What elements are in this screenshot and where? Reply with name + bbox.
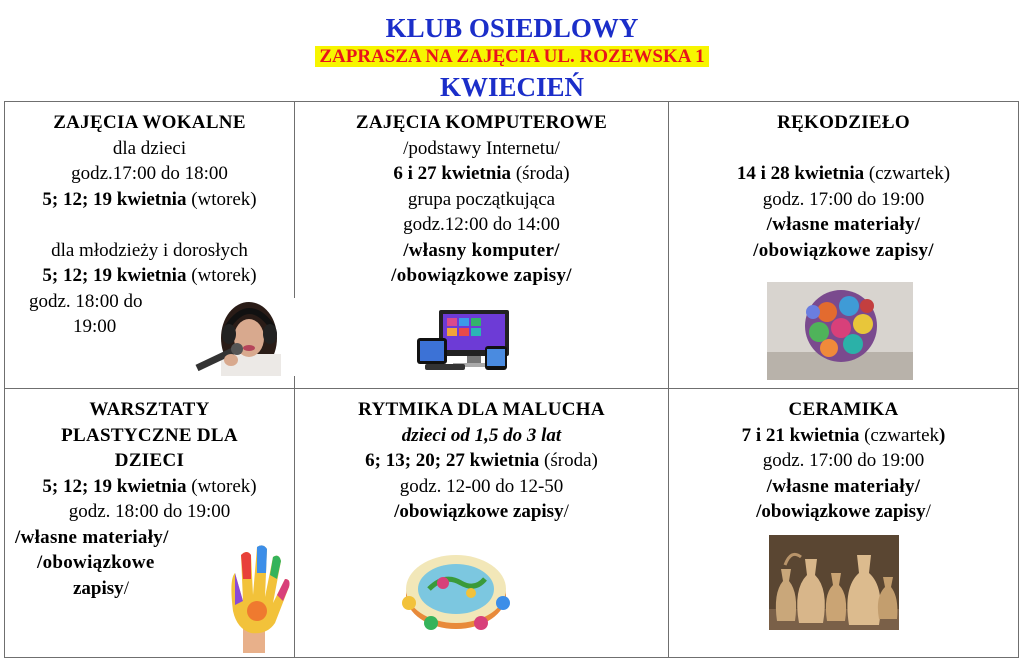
clay-vases-icon <box>769 535 899 630</box>
computer-time: godz.12:00 do 14:00 <box>403 214 560 235</box>
art-time: godz. 18:00 do 19:00 <box>68 501 231 522</box>
cell-ceramic <box>669 389 1019 658</box>
art-title-1: WARSZTATY <box>89 399 210 420</box>
art-note-registration-1: /obowiązkowe <box>37 552 155 573</box>
cell-craft <box>669 102 1019 389</box>
computer-note-registration: /obowiązkowe zapisy/ <box>391 265 572 286</box>
computer-schedule: 6 i 27 kwietnia (środa) <box>393 163 570 184</box>
paper-flower-ball-icon <box>767 282 913 380</box>
singer-with-microphone-icon <box>191 298 295 376</box>
art-title-2: PLASTYCZNE DLA <box>61 424 238 446</box>
craft-note-registration: /obowiązkowe zapisy/ <box>753 239 934 261</box>
schedule-grid <box>4 101 1019 658</box>
vocal-adults-time-1: godz. 18:00 do <box>29 290 143 312</box>
ceramic-note-materials: /własne materiały/ <box>766 475 921 497</box>
ceramic-schedule: 7 i 21 kwietnia (czwartek) <box>741 424 946 446</box>
computer-note-own-computer: /własny komputer/ <box>403 239 560 261</box>
computer-devices-icon <box>413 308 517 372</box>
vocal-kids-time: godz.17:00 do 18:00 <box>71 163 228 184</box>
month-title: KWIECIEŃ <box>439 72 585 102</box>
club-title: KLUB OSIEDLOWY <box>385 13 639 43</box>
rhythm-note-registration: /obowiązkowe zapisy/ <box>394 501 569 522</box>
craft-title: RĘKODZIEŁO <box>777 112 910 133</box>
ceramic-note-registration: /obowiązkowe zapisy/ <box>756 501 931 522</box>
tambourine-icon <box>401 543 511 633</box>
computer-group: grupa początkująca <box>407 188 556 210</box>
vocal-kids-schedule: 5; 12; 19 kwietnia (wtorek) <box>42 188 257 210</box>
rhythm-age: dzieci od 1,5 do 3 lat <box>401 424 562 446</box>
computer-subtitle: /podstawy Internetu/ <box>403 137 560 159</box>
vocal-kids-label: dla dzieci <box>112 137 187 159</box>
craft-schedule: 14 i 28 kwietnia (czwartek) <box>736 163 951 184</box>
vocal-title: ZAJĘCIA WOKALNE <box>53 112 246 133</box>
art-title-3: DZIECI <box>114 450 185 471</box>
rhythm-schedule: 6; 13; 20; 27 kwietnia (środa) <box>365 450 598 471</box>
vocal-adults-schedule: 5; 12; 19 kwietnia (wtorek) <box>42 265 257 286</box>
cell-art <box>5 389 295 658</box>
art-schedule: 5; 12; 19 kwietnia (wtorek) <box>42 475 257 497</box>
art-note-registration-2: zapisy/ <box>73 577 129 599</box>
ceramic-time: godz. 17:00 do 19:00 <box>762 450 925 471</box>
invitation-subtitle <box>0 45 1024 70</box>
ceramic-title: CERAMIKA <box>788 399 899 420</box>
craft-time: godz. 17:00 do 19:00 <box>762 188 925 210</box>
computer-title: ZAJĘCIA KOMPUTEROWE <box>355 112 608 133</box>
vocal-adults-label: dla młodzieży i dorosłych <box>51 239 248 261</box>
cell-rhythm <box>295 389 669 658</box>
cell-vocal <box>5 102 295 389</box>
cell-computer <box>295 102 669 389</box>
rhythm-title: RYTMIKA DLA MALUCHA <box>358 399 605 420</box>
vocal-adults-time-2: 19:00 <box>73 316 117 337</box>
art-note-materials: /własne materiały/ <box>15 526 169 548</box>
painted-hand-icon <box>213 539 295 653</box>
rhythm-time: godz. 12-00 do 12-50 <box>399 475 564 497</box>
craft-note-materials: /własne materiały/ <box>766 214 921 235</box>
subtitle-highlight: ZAPRASZA NA ZAJĘCIA UL. ROZEWSKA 1 <box>315 46 708 67</box>
